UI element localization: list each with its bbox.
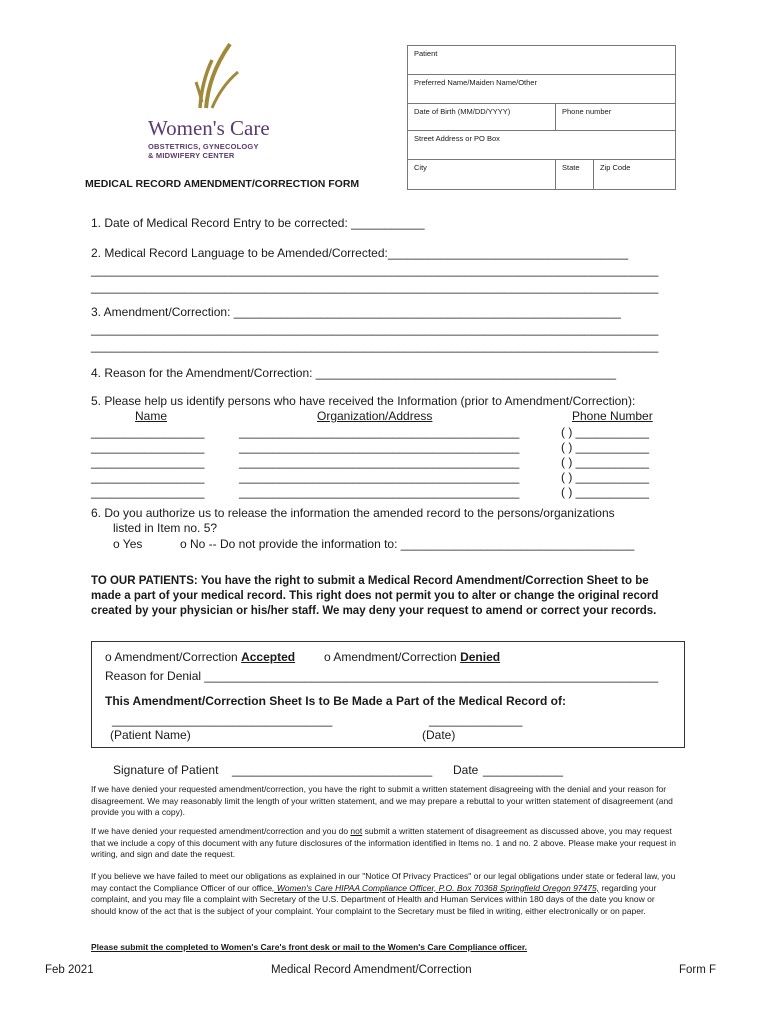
footer-date: Feb 2021: [45, 964, 94, 976]
date-line[interactable]: ______________: [429, 713, 523, 727]
recipient-org[interactable]: __________________________________________: [239, 440, 520, 454]
logo-line-1: OBSTETRICS, GYNECOLOGY: [148, 142, 259, 151]
item-6: 6. Do you authorize us to release the information the amended record to the persons/organizations: [91, 506, 615, 520]
signature-label: Signature of Patient: [113, 763, 219, 777]
submission-instruction: Please submit the completed to Women's Care's front desk or mail to the Women's Care Compliance officer.: [91, 942, 528, 952]
recipient-phone[interactable]: ( ) ___________: [561, 470, 650, 484]
release-no-option[interactable]: o No -- Do not provide the information to: ___________________________________: [180, 537, 635, 551]
paragraph-denial-rights: If we have denied your requested amendment/correction, you have the right to submit a written statement disagreeing with the denial and your reason for disagreement. We may reasonably limit the length of your written statement, and we may prepare a rebuttal to your written statement of disagreement (and provide you with a copy).: [91, 784, 673, 817]
state-field[interactable]: State: [556, 160, 594, 190]
p3-text-c: regarding your complaint, and you may file a complaint with Secretary of the U.S. Department of Health and Human Services within 180 days of the date you know or should know of the act that is the subject of your complaint. Your complaint to the Secretary must be filed in writing, either electronically or on paper.: [91, 882, 657, 916]
signature-date-line[interactable]: ____________: [483, 763, 564, 777]
col-name-header: Name: [135, 409, 168, 423]
logo-name: Women's Care: [148, 116, 270, 140]
item-3-line[interactable]: _____________________________________________________________________________________: [91, 339, 659, 353]
item-2-line[interactable]: _____________________________________________________________________________________: [91, 280, 659, 294]
p2-text-not: not: [350, 826, 363, 836]
release-yes-option[interactable]: o Yes: [113, 537, 143, 551]
recipient-name[interactable]: _________________: [91, 485, 205, 499]
street-field[interactable]: Street Address or PO Box: [408, 131, 676, 160]
patient-name-label: (Patient Name): [110, 728, 191, 742]
paragraph-complaint: [91, 871, 676, 917]
recipient-name[interactable]: _________________: [91, 425, 205, 439]
patient-rights-notice: [91, 574, 671, 619]
preferred-name-field[interactable]: Preferred Name/Maiden Name/Other: [408, 75, 676, 104]
recipient-name[interactable]: _________________: [91, 455, 205, 469]
womens-care-logo: [138, 42, 268, 167]
footer-title: Medical Record Amendment/Correction: [271, 964, 472, 976]
part-of-record-heading: This Amendment/Correction Sheet Is to Be Made a Part of the Medical Record of:: [105, 694, 566, 708]
office-use-box: [91, 641, 685, 748]
item-3-line[interactable]: _____________________________________________________________________________________: [91, 322, 659, 336]
accepted-prefix: o Amendment/Correction: [105, 650, 242, 664]
patient-name-line[interactable]: _________________________________: [112, 713, 333, 727]
zip-field[interactable]: Zip Code: [594, 160, 676, 190]
accepted-label: Accepted: [241, 650, 296, 664]
p2-text-a: If we have denied your requested amendment/correction and you do: [91, 826, 351, 836]
patient-info-table: [407, 45, 676, 190]
reason-for-denial[interactable]: Reason for Denial ____________________________________________________________________: [105, 669, 659, 683]
recipient-org[interactable]: __________________________________________: [239, 470, 520, 484]
footer-form-id: Form F: [679, 964, 717, 976]
signature-line[interactable]: ______________________________: [232, 763, 433, 777]
patient-field[interactable]: Patient: [408, 46, 676, 75]
recipient-name[interactable]: _________________: [91, 470, 205, 484]
recipient-phone[interactable]: ( ) ___________: [561, 440, 650, 454]
signature-date-label: Date: [453, 763, 479, 777]
item-2-line[interactable]: _____________________________________________________________________________________: [91, 263, 659, 277]
paragraph-no-statement: [91, 826, 676, 861]
recipient-org[interactable]: __________________________________________: [239, 455, 520, 469]
recipient-org[interactable]: __________________________________________: [239, 425, 520, 439]
wheat-logo-icon: [168, 42, 258, 112]
recipient-phone[interactable]: ( ) ___________: [561, 425, 650, 439]
item-6-cont: listed in Item no. 5?: [113, 521, 218, 535]
logo-line-2: & MIDWIFERY CENTER: [148, 151, 235, 160]
item-5: 5. Please help us identify persons who have received the Information (prior to Amendment/Correction):: [91, 394, 636, 408]
col-org-header: Organization/Address: [317, 409, 433, 423]
compliance-officer-address: , Women's Care HIPAA Compliance Officer, P.O. Box 70368 Springfield Oregon 97475,: [272, 882, 600, 893]
denied-label: Denied: [460, 650, 501, 664]
col-phone-header: Phone Number: [572, 409, 653, 423]
city-field[interactable]: City: [408, 160, 556, 190]
dob-field[interactable]: Date of Birth (MM/DD/YYYY): [408, 104, 556, 131]
recipient-name[interactable]: _________________: [91, 440, 205, 454]
date-label: (Date): [422, 728, 456, 742]
phone-field[interactable]: Phone number: [556, 104, 676, 131]
form-title: MEDICAL RECORD AMENDMENT/CORRECTION FORM: [85, 178, 360, 190]
recipient-org[interactable]: __________________________________________: [239, 485, 520, 499]
item-4[interactable]: 4. Reason for the Amendment/Correction: _____________________________________________: [91, 366, 617, 380]
item-1[interactable]: 1. Date of Medical Record Entry to be corrected: ___________: [91, 216, 425, 230]
denied-prefix: o Amendment/Correction: [324, 650, 461, 664]
item-2[interactable]: 2. Medical Record Language to be Amended/Corrected:____________________________________: [91, 246, 629, 260]
notice-lead: TO OUR PATIENTS:: [91, 575, 198, 587]
accepted-option[interactable]: [105, 650, 295, 664]
p2-text-c: submit a written statement of disagreement as discussed above, you may request that we include a copy of this document with any future disclosures of the information identified in Items no. 1 and no. 2 above. Please make your request in writing, and sign and date the request.: [91, 826, 676, 859]
notice-text: You have the right to submit a Medical Record Amendment/Correction Sheet to be made a part of your medical record. This right does not permit you to alter or change the original record created by your physician or his/her staff. We may deny your request to amend or correct your records.: [91, 575, 659, 617]
p3-text-a: If you believe we have failed to meet our obligations as explained in our "Notice Of Privacy Practices" or our legal obligations under state or federal law, you may contact the Compliance Officer of our office: [91, 871, 676, 893]
recipient-phone[interactable]: ( ) ___________: [561, 455, 650, 469]
recipient-phone[interactable]: ( ) ___________: [561, 485, 650, 499]
denied-option[interactable]: [324, 650, 500, 664]
item-3[interactable]: 3. Amendment/Correction: __________________________________________________________: [91, 305, 621, 319]
